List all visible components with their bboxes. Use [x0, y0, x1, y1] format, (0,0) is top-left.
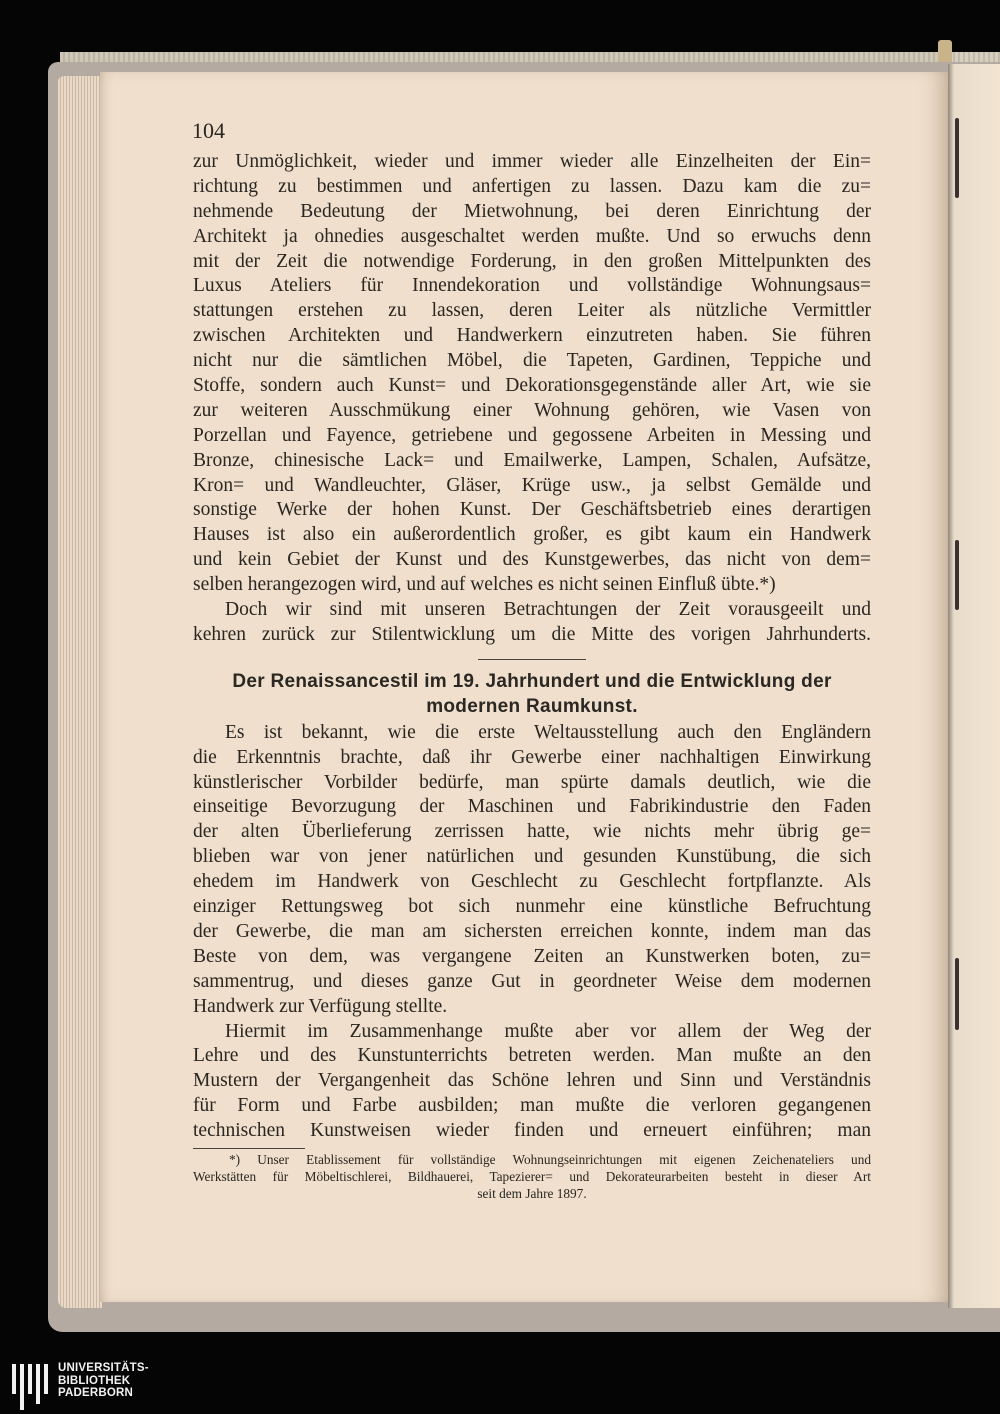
- footnote-line: *) Unser Etablissement für vollständige Wohnungseinrichtungen mit eigenen Zeichenateliers und: [229, 1151, 871, 1167]
- page-text: [193, 150, 871, 1203]
- text-line: kehren zurück zur Stilentwicklung um die Mitte des vorigen Jahrhunderts.: [193, 623, 871, 645]
- footnote: [193, 1151, 871, 1203]
- text-line: Es ist bekannt, wie die erste Weltausstellung auch den Engländern: [225, 721, 871, 743]
- footnote-line: Werkstätten für Möbeltischlerei, Bildhauerei, Tapezierer= und Dekorateurarbeiten besteht in dieser Art: [193, 1169, 871, 1185]
- paragraph-block-1: [193, 150, 871, 648]
- section-divider: [478, 659, 586, 660]
- text-line: Handwerk zur Verfügung stellte.: [193, 995, 448, 1017]
- paragraph-block-2: [193, 721, 871, 1144]
- text-line: selben herangezogen wird, und auf welches es nicht seinen Einfluß übte.*): [193, 574, 776, 596]
- text-line: Mustern der Vergangenheit das Schöne lehren und Sinn und Verständnis: [193, 1070, 871, 1092]
- text-line: zur weiteren Ausschmükung einer Wohnung gehören, wie Vasen von: [193, 399, 871, 421]
- text-line: die Erkenntnis brachte, daß ihr Gewerbe einer nachhaltigen Einwirkung: [193, 746, 871, 768]
- text-line: der Gewerbe, die man am sichersten erreichen konnte, indem man das: [193, 920, 871, 942]
- library-name-line: PADERBORN: [58, 1387, 134, 1399]
- text-line: Bronze, chinesische Lack= und Emailwerke, Lampen, Schalen, Aufsätze,: [193, 449, 871, 471]
- text-line: künstlerischer Vorbilder bedürfe, man spürte damals deutlich, wie die: [193, 771, 871, 793]
- text-line: für Form und Farbe ausbilden; man mußte die verloren gegangenen: [193, 1095, 871, 1117]
- text-line: mit der Zeit die notwendige Forderung, in den großen Mittelpunkten des: [193, 250, 871, 272]
- library-name-line: UNIVERSITÄTS-: [58, 1362, 149, 1374]
- text-line: technischen Kunstweisen wieder finden und erneuert einführen; man: [193, 1120, 871, 1142]
- text-line: Doch wir sind mit unseren Betrachtungen der Zeit vorausgeeilt und: [225, 599, 871, 621]
- section-heading-line: modernen Raumkunst.: [426, 695, 638, 717]
- text-line: ehedem im Handwerk von Geschlecht zu Geschlecht fortpflanzte. Als: [193, 871, 871, 893]
- text-line: Stoffe, sondern auch Kunst= und Dekorationsgegenstände aller Art, wie sie: [193, 375, 871, 397]
- binding-thread: [955, 540, 959, 610]
- text-line: einziger Rettungsweg bot sich nunmehr eine künstliche Befruchtung: [193, 896, 871, 918]
- text-line: Hiermit im Zusammenhange mußte aber vor allem der Weg der: [225, 1020, 871, 1042]
- library-name-line: BIBLIOTHEK: [58, 1374, 131, 1387]
- binding-thread-knot: [938, 40, 952, 64]
- facing-page-edge: [948, 64, 1000, 1308]
- text-line: Lehre und des Kunstunterrichts betreten werden. Man mußte an den: [193, 1045, 871, 1067]
- text-line: Beste von dem, was vergangene Zeiten an Kunstwerken boten, zu=: [193, 945, 871, 967]
- text-line: Porzellan und Fayence, getriebene und gegossene Arbeiten in Messing und: [193, 424, 871, 446]
- footnote-divider: [193, 1148, 305, 1149]
- text-line: nicht nur die sämtlichen Möbel, die Tapeten, Gardinen, Teppiche und: [193, 350, 871, 372]
- section-heading: [193, 669, 871, 719]
- section-heading-line: Der Renaissancestil im 19. Jahrhundert und die Entwicklung der: [232, 670, 832, 692]
- page-block-edge: [58, 76, 102, 1308]
- text-line: zwischen Architekten und Handwerkern einzutreten haben. Sie führen: [193, 325, 871, 347]
- text-line: blieben war von jener natürlichen und gesunden Kunstübung, die sich: [193, 846, 871, 868]
- text-line: nehmende Bedeutung der Mietwohnung, bei deren Einrichtung der: [193, 200, 871, 222]
- text-line: und kein Gebiet der Kunst und des Kunstgewerbes, das nicht von dem=: [193, 549, 871, 571]
- text-line: der alten Überlieferung zerrissen hatte, wie nichts mehr übrig ge=: [193, 821, 871, 843]
- footnote-line: seit dem Jahre 1897.: [477, 1186, 587, 1202]
- library-logo-text: [58, 1362, 149, 1400]
- text-line: Kron= und Wandleuchter, Gläser, Krüge usw., ja selbst Gemälde und: [193, 474, 871, 496]
- text-line: richtung zu bestimmen und anfertigen zu lassen. Dazu kam die zu=: [193, 175, 871, 197]
- text-line: Architekt ja ohnedies ausgeschaltet werden mußte. Und so erwuchs denn: [193, 225, 871, 247]
- binding-thread: [955, 118, 959, 198]
- text-line: Hauses ist also ein außerordentlich großer, es gibt kaum ein Handwerk: [193, 524, 871, 546]
- text-line: einseitige Bevorzugung der Maschinen und Fabrikindustrie den Faden: [193, 796, 871, 818]
- text-line: stattungen erstehen zu lassen, deren Leiter als nützliche Vermittler: [193, 300, 871, 322]
- text-line: sonstige Werke der hohen Kunst. Der Geschäftsbetrieb eines derartigen: [193, 499, 871, 521]
- text-line: sammentrug, und dieses ganze Gut in geordneter Weise dem modernen: [193, 970, 871, 992]
- text-line: Luxus Ateliers für Innendekoration und vollständige Wohnungsaus=: [193, 275, 871, 297]
- text-line: zur Unmöglichkeit, wieder und immer wieder alle Einzelheiten der Ein=: [193, 151, 871, 172]
- binding-thread: [955, 958, 959, 1030]
- page-number: 104: [192, 118, 225, 143]
